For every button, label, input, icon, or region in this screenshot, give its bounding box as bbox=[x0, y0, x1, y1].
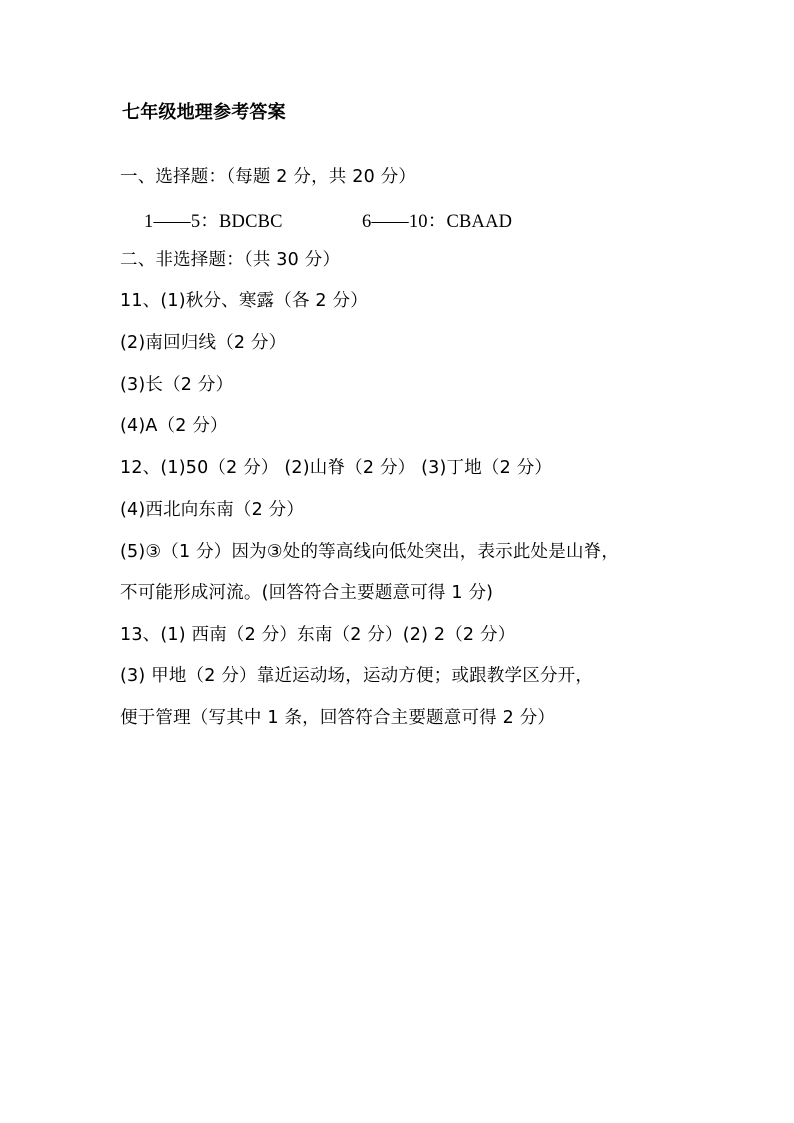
mc-answers-1-5: 1——5：BDCBC bbox=[144, 212, 283, 232]
q11-part-3: (3)长（2 分） bbox=[120, 375, 234, 395]
q13-part-3-line-2: 便于管理（写其中 1 条，回答符合主要题意可得 2 分） bbox=[120, 708, 556, 728]
section-1-heading: 一、选择题：（每题 2 分，共 20 分） bbox=[120, 167, 417, 187]
q11-part-2: (2)南回归线（2 分） bbox=[120, 333, 287, 353]
q13-part-1-2: 13、(1) 西南（2 分）东南（2 分）(2) 2（2 分） bbox=[120, 625, 516, 645]
q12-part-5-line-2: 不可能形成河流。(回答符合主要题意可得 1 分) bbox=[120, 583, 494, 603]
q12-part-4: (4)西北向东南（2 分） bbox=[120, 500, 305, 520]
page-title: 七年级地理参考答案 bbox=[122, 102, 286, 123]
q13-part-3-line-1: (3) 甲地（2 分）靠近运动场，运动方便；或跟教学区分开， bbox=[120, 666, 594, 686]
section-2-heading: 二、非选择题：（共 30 分） bbox=[120, 250, 341, 270]
q12-part-1-3: 12、(1)50（2 分） (2)山脊（2 分） (3)丁地（2 分） bbox=[120, 458, 553, 478]
q12-part-5-line-1: (5)③（1 分）因为③处的等高线向低处突出，表示此处是山脊， bbox=[120, 542, 620, 562]
q11-part-1: 11、(1)秋分、寒露（各 2 分） bbox=[120, 291, 368, 311]
mc-answers-6-10: 6——10：CBAAD bbox=[362, 212, 513, 232]
q11-part-4: (4)A（2 分） bbox=[120, 416, 228, 436]
